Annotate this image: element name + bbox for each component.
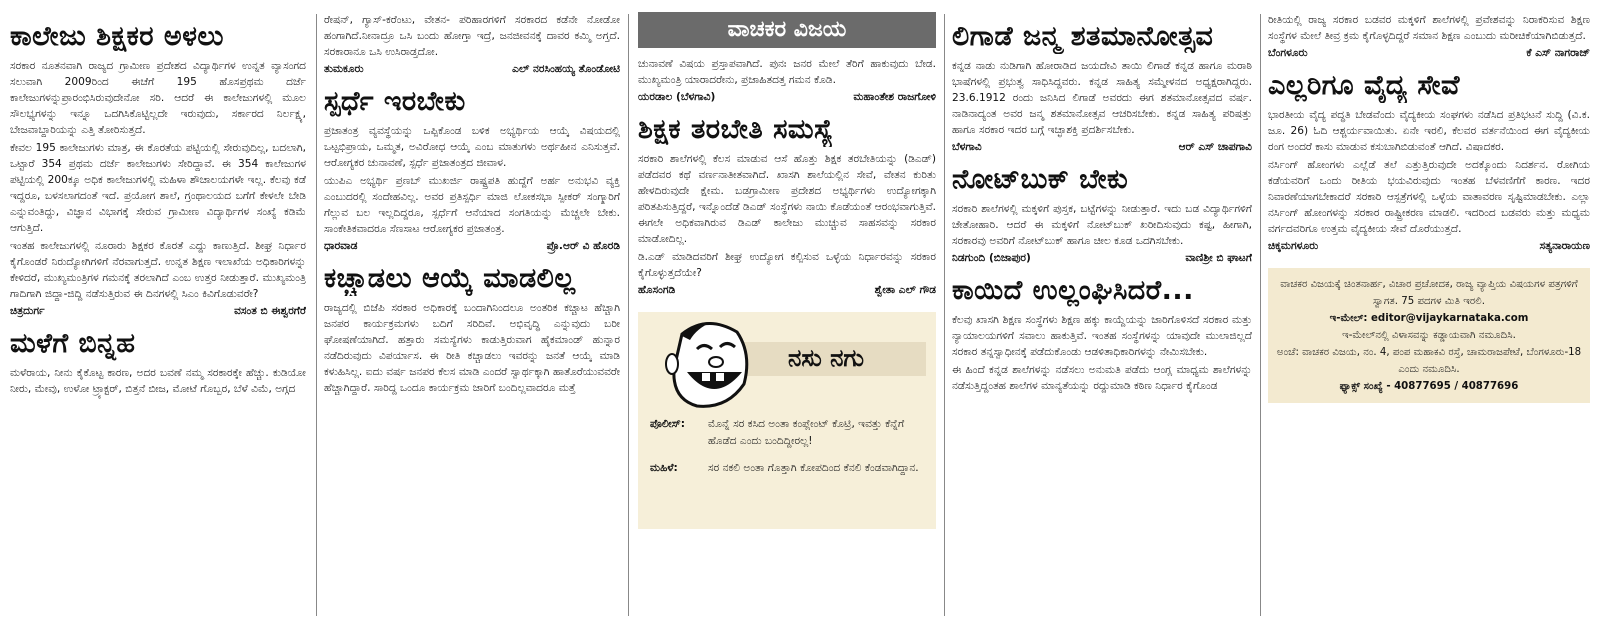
signature-place: ಯರಡಾಲ (ಬೆಳಗಾವಿ) xyxy=(638,91,716,103)
cartoon-dialogue xyxy=(650,416,926,487)
letter-signature xyxy=(638,90,936,105)
info-text: ಇ-ಮೇಲ್‌ನಲ್ಲಿ ವಿಳಾಸವನ್ನು ಕಡ್ಡಾಯವಾಗಿ ನಮೂದಿಸಿ. xyxy=(1342,330,1516,341)
signature-name: ಶ್ವೇತಾ ಎಲ್ ಗೌಡ xyxy=(874,284,936,296)
letter-paragraph: ಮಳೆರಾಯ, ನೀನು ಕೈಕೊಟ್ಟ ಕಾರಣ, ಅದರ ಬವಣೆ ನಮ್ಮ ಸರಕಾರಕ್ಕೇ ಹೆಚ್ಚು. ಕುಡಿಯೋ ನೀರು, ಮೇವು, ಉಳೋ ಟ್ರ್ಯಾಕ್ಟರ್, ಬಿತ್ತನೆ ಬೀಜ, ಮೋಟೆ ಗೊಬ್ಬರ, ಬೆಳೆ ವಿಮೆ, ಅಗ್ಗದ xyxy=(10,367,306,395)
signature-name: ಕೆ ಎಸ್ ನಾಗರಾಜ್ xyxy=(1526,47,1590,59)
letter-paragraph: ಯುಪಿಎ ಅಭ್ಯರ್ಥಿ ಪ್ರಣಬ್ ಮುಖರ್ಜಿ ರಾಷ್ಟ್ರಪತಿ ಹುದ್ದೆಗೆ ಅರ್ಹ ಅನುಭವಿ ವ್ಯಕ್ತಿ ಎಂಬುದರಲ್ಲಿ ಸಂದೇಹವಿಲ್ಲ. ಅವರ ಪ್ರತಿಸ್ಪರ್ಧಿ ಮಾಜಿ ಲೋಕಸಭಾ ಸ್ಪೀಕರ್ ಸಂಗ್ಮಾರಿಗೆ ಗೆಲ್ಲುವ ಬಲ ಇಲ್ಲದಿದ್ದರೂ, ಸ್ಪರ್ಧೆಗೆ ಆನೆಯಾದ ಸಂಗತಿಯನ್ನು ಮೆಚ್ಚಲೇ ಬೇಕು. ಸಾಂಕೇತಿಕವಾದರೂ ಸೆಣಸಾಟ ಆರೋಗ್ಯಕರ ಪ್ರಜಾತಂತ್ರ. xyxy=(324,175,620,235)
section-banner: ವಾಚಕರ ವಿಜಯ xyxy=(638,12,936,48)
signature-place: ನಿಡಗುಂದಿ (ಬಿಜಾಪುರ) xyxy=(952,252,1031,264)
headline-infighting: ಕಚ್ಚಾಡಲು ಆಯ್ಕೆ ಮಾಡಲಿಲ್ಲ xyxy=(324,263,576,294)
speaker-label: ಮಹಿಳೆ: xyxy=(650,462,678,474)
headline-notebook: ನೋಟ್‌ಬುಕ್ ಬೇಕು xyxy=(952,164,1129,195)
letter-signature xyxy=(1268,46,1590,61)
headline-law-violation: ಕಾಯಿದೆ ಉಲ್ಲಂಘಿಸಿದರೆ... xyxy=(952,275,1194,306)
signature-place: ತುಮಕೂರು xyxy=(324,63,364,75)
letter-signature xyxy=(10,304,306,319)
column-divider xyxy=(944,14,945,616)
letter-paragraph: ಭಾರತೀಯ ವೈದ್ಯ ಪದ್ಧತಿ ಬೇಡವೆಂದು ವೈದ್ಯಕೀಯ ಸಂಘಗಳು ನಡೆಸಿದ ಪ್ರತಿಭಟನೆ ಸುದ್ದಿ (ವಿ.ಕ. ಜೂ. 26) ಓದಿ ಆಶ್ಚರ್ಯವಾಯಿತು. ಏನೇ ಇರಲಿ, ಕೆಲವರ ವರ್ತನೆಯಿಂದ ಈಗ ವೈದ್ಯಕೀಯ ರಂಗ ಅಂದರೆ ಕಾಸು ಮಾಡುವ ಕಸುಬಾಗಿಬಿಡುವಂತೆ ಆಗಿದೆ. ವಿಷಾದಕರ. xyxy=(1268,109,1590,153)
letter-signature xyxy=(952,140,1252,155)
headline-medical-service: ಎಲ್ಲರಿಗೂ ವೈದ್ಯ ಸೇವೆ xyxy=(1268,70,1460,101)
laughing-face-icon xyxy=(652,314,762,414)
letter-paragraph: ನರ್ಸಿಂಗ್ ಹೋಂಗಳು ಎಲ್ಲೆಡೆ ತಲೆ ಎತ್ತುತ್ತಿರುವುದೇ ಅದಕ್ಕೊಂದು ನಿದರ್ಶನ. ರೋಗಿಯ ಕಡೆಯವರಿಗೆ ಒಂದು ರೀತಿಯ ಭಯವಿರುವುದು ಇಂತಹ ಬೆಳವಣಿಗೆಗೆ ಕಾರಣ. ಇದರ ನಿವಾರಣೆಯಾಗಬೇಕಾದರೆ ಸರಕಾರಿ ಆಸ್ಪತ್ರೆಗಳಲ್ಲಿ ಒಳ್ಳೆಯ ವಾತಾವರಣ ಸೃಷ್ಟಿಮಾಡಬೇಕು. ಎಲ್ಲಾ ನರ್ಸಿಂಗ್ ಹೋಂಗಳನ್ನು ಸರಕಾರ ರಾಷ್ಟ್ರೀಕರಣ ಮಾಡಲಿ. ಇದರಿಂದ ಬಡವರು ಮತ್ತು ಮಧ್ಯಮ ವರ್ಗದವರಿಗೂ ಉತ್ತಮ ವೈದ್ಯಕೀಯ ಸೇವೆ ದೊರೆಯುತ್ತದೆ. xyxy=(1268,159,1590,235)
letter-paragraph: ಡಿ.ಎಡ್ ಮಾಡಿದವರಿಗೆ ಶೀಘ್ರ ಉದ್ಯೋಗ ಕಲ್ಪಿಸುವ ಒಳ್ಳೆಯ ನಿರ್ಧಾರವನ್ನು ಸರಕಾರ ಕೈಗೊಳ್ಳುತ್ತದೆಯೇ? xyxy=(638,251,936,279)
letter-paragraph: ರೀತಿಯಲ್ಲಿ ರಾಜ್ಯ ಸರಕಾರ ಬಡವರ ಮಕ್ಕಳಿಗೆ ಶಾಲೆಗಳಲ್ಲಿ ಪ್ರವೇಶವನ್ನು ನಿರಾಕರಿಸುವ ಶಿಕ್ಷಣ ಸಂಸ್ಥೆಗಳ ಮೇಲೆ ತೀವ್ರ ಕ್ರಮ ಕೈಗೊಳ್ಳದಿದ್ದರೆ ಸಮಾನ ಶಿಕ್ಷಣ ಎಂಬುದು ಮರೀಚಿಕೆಯಾಗಿಬಿಡುತ್ತದೆ. xyxy=(1268,14,1590,42)
headline-ligade-centenary: ಲಿಗಾಡೆ ಜನ್ಮ ಶತಮಾನೋತ್ಸವ xyxy=(952,21,1214,52)
letter-paragraph: ಈ ಹಿಂದೆ ಕನ್ನಡ ಶಾಲೆಗಳನ್ನು ನಡೆಸಲು ಅನುಮತಿ ಪಡೆದು ಆಂಗ್ಲ ಮಾಧ್ಯಮ ಶಾಲೆಗಳನ್ನು ನಡೆಸುತ್ತಿದ್ದಂತಹ ಶಾಲೆಗಳ ಮಾನ್ಯತೆಯನ್ನು ರದ್ದುಮಾಡಿ ಕಠಿಣ ನಿರ್ಧಾರ ಕೈಗೊಂಡ xyxy=(952,364,1252,392)
letter-signature xyxy=(1268,239,1590,254)
column-divider xyxy=(1260,14,1261,616)
letter-paragraph: ಸರಕಾರಿ ಶಾಲೆಗಳಲ್ಲಿ ಮಕ್ಕಳಿಗೆ ಪುಸ್ತಕ, ಬಟ್ಟೆಗಳನ್ನು ನೀಡುತ್ತಾರೆ. ಇದು ಬಡ ವಿದ್ಯಾರ್ಥಿಗಳಿಗೆ ಚೇತೋಹಾರಿ. ಆದರೆ ಈ ಮಕ್ಕಳಿಗೆ ನೋಟ್‌ಬುಕ್ ಖರೀದಿಸುವುದು ಕಷ್ಟ, ಹೀಗಾಗಿ, ಸರಕಾರವು ಅವರಿಗೆ ನೋಟ್‌ಬುಕ್ ಹಾಗೂ ಚೀಲ ಕೂಡ ಒದಗಿಸಬೇಕು. xyxy=(952,203,1252,247)
letter-paragraph: ಕನ್ನಡ ನಾಡು ನುಡಿಗಾಗಿ ಹೋರಾಡಿದ ಜಯದೇವಿ ತಾಯಿ ಲಿಗಾಡೆ ಕನ್ನಡ ಹಾಗೂ ಮರಾಠಿ ಭಾಷೆಗಳಲ್ಲಿ ಪ್ರಭುತ್ವ ಸಾಧಿಸಿದ್ದವರು. ಕನ್ನಡ ಸಾಹಿತ್ಯ ಸಮ್ಮೇಳನದ ಅಧ್ಯಕ್ಷರಾಗಿದ್ದರು. 23.6.1912 ರಂದು ಜನಿಸಿದ ಲಿಗಾಡೆ ಅವರದು ಈಗ ಶತಮಾನೋತ್ಸವದ ವರ್ಷ. ನಾಡಿನಾದ್ಯಂತ ಅವರ ಜನ್ಮ ಶತಮಾನೋತ್ಸವ ಆಚರಿಸಬೇಕು. ಕನ್ನಡ ಸಾಹಿತ್ಯ ಪರಿಷತ್ತು ಹಾಗೂ ಸರಕಾರ ಇದರ ಬಗ್ಗೆ ಇಚ್ಛಾಶಕ್ತಿ ಪ್ರದರ್ಶಿಸಬೇಕು. xyxy=(952,60,1252,136)
letter-signature xyxy=(324,62,620,77)
letter-paragraph: ಸರಕಾರ ನೂತನವಾಗಿ ರಾಜ್ಯದ ಗ್ರಾಮೀಣ ಪ್ರದೇಶದ ವಿದ್ಯಾರ್ಥಿಗಳ ಉನ್ನತ ವ್ಯಾಸಂಗದ ಸಲುವಾಗಿ 2009ರಿಂದ ಈಚೆಗೆ 195 ಹೊಸಪ್ರಥಮ ದರ್ಜೆ ಕಾಲೇಜುಗಳನ್ನುಪ್ರಾರಂಭಿಸಿರುವುದೇನೋ ಸರಿ. ಆದರೆ ಈ ಕಾಲೇಜುಗಳಲ್ಲಿ ಮೂಲ ಸೌಲಭ್ಯಗಳನ್ನು ಇನ್ನೂ ಒದಗಿಸಿಕೊಟ್ಟಿಲ್ಲದೇ ಇರುವುದು, ಸರ್ಕಾರದ ನಿರ್ಲಕ್ಷ್ಯ, ಬೇಜವಾಬ್ದಾರಿಯನ್ನು ಎತ್ತಿ ತೋರಿಸುತ್ತದೆ. xyxy=(10,60,306,136)
signature-place: ಧಾರವಾಡ xyxy=(324,240,358,252)
letter-paragraph: ಚುನಾವಣೆ ವಿಷಯ ಪ್ರಸ್ತಾಪವಾಗಿದೆ. ಪುನಃ ಜನರ ಮೇಲೆ ತೆರಿಗೆ ಹಾಕುವುದು ಬೇಡ. ಮುಖ್ಯಮಂತ್ರಿ ಯಾರಾದರೇನು, ಪ್ರಜಾಹಿತದತ್ತ ಗಮನ ಕೊಡಿ. xyxy=(638,58,936,86)
column-3 xyxy=(638,12,936,620)
fax-number: ಫ್ಯಾಕ್ಸ್ ಸಂಖ್ಯೆ - 40877695 / 40877696 xyxy=(1339,381,1519,392)
signature-place: ಬೆಂಗಳೂರು xyxy=(1268,47,1308,59)
signature-name: ವಾಣಿಶ್ರೀ ಬಿ ಘಾಟಗೆ xyxy=(1185,252,1252,264)
column-divider xyxy=(628,14,629,616)
signature-place: ಚಿತ್ರದುರ್ಗ xyxy=(10,305,45,317)
headline-teacher-training: ಶಿಕ್ಷಕ ತರಬೇತಿ ಸಮಸ್ಯೆ xyxy=(638,114,834,145)
signature-place: ಬೆಳಗಾವಿ xyxy=(952,141,982,153)
letter-paragraph: ಪ್ರಜಾತಂತ್ರ ವ್ಯವಸ್ಥೆಯನ್ನು ಒಪ್ಪಿಕೊಂಡ ಬಳಿಕ ಅಭ್ಯರ್ಥಿಯ ಆಯ್ಕೆ ವಿಷಯದಲ್ಲಿ ಒಟ್ಟಭಿಪ್ರಾಯ, ಒಮ್ಮತ, ಅವಿರೋಧ ಆಯ್ಕೆ ಎಂಬ ಮಾತುಗಳು ಅರ್ಥಹೀನ ಎನಿಸುತ್ತವೆ. ಆರೋಗ್ಯಕರ ಚುನಾವಣೆ, ಸ್ಪರ್ಧೆ ಪ್ರಜಾತಂತ್ರದ ಜೀವಾಳ. xyxy=(324,125,620,169)
column-4 xyxy=(952,12,1252,620)
signature-name: ಎಲ್ ನರಸಿಂಹಯ್ಯ ತೊಂಡೋಟಿ xyxy=(512,63,620,75)
signature-name: ವಸಂತ ಬಿ ಈಶ್ವರಗೆರೆ xyxy=(234,305,306,317)
email-address: ಇ-ಮೇಲ್: editor@vijaykarnataka.com xyxy=(1329,313,1529,324)
info-text: ವಾಚಕರ ವಿಜಯಕ್ಕೆ ಚಿಂತನಾರ್ಹ, ವಿಚಾರ ಪ್ರಚೋದಕ, ರಾಜ್ಯ ವ್ಯಾಪ್ತಿಯ ವಿಷಯಗಳ ಪತ್ರಗಳಿಗೆ ಸ್ವಾಗತ. 75 ಪದಗಳ ಮಿತಿ ಇರಲಿ. xyxy=(1280,279,1578,307)
signature-name: ಸತ್ಯನಾರಾಯಣ xyxy=(1539,240,1590,252)
cartoon-title: ನಸು ನಗು xyxy=(788,344,865,372)
signature-place: ಚಿಕ್ಕಮಗಳೂರು xyxy=(1268,240,1319,252)
postal-address: ಅಂಚೆ: ವಾಚಕರ ವಿಜಯ, ನಂ. 4, ಪಂಪ ಮಹಾಕವಿ ರಸ್ತೆ, ಚಾಮರಾಜಪೇಟೆ, ಬೆಂಗಳೂರು-18 ಎಂದು ನಮೂದಿಸಿ. xyxy=(1276,347,1582,375)
letter-signature xyxy=(952,251,1252,266)
column-5 xyxy=(1268,12,1590,620)
letter-signature xyxy=(638,283,936,298)
letter-paragraph: ಕೆಲವು ಖಾಸಗಿ ಶಿಕ್ಷಣ ಸಂಸ್ಥೆಗಳು ಶಿಕ್ಷಣ ಹಕ್ಕು ಕಾಯ್ದೆಯನ್ನು ಜಾರಿಗೊಳಿಸದೆ ಸರಕಾರ ಮತ್ತು ನ್ಯಾಯಾಲಯಗಳಿಗೆ ಸವಾಲು ಹಾಕುತ್ತಿವೆ. ಇಂತಹ ಸಂಸ್ಥೆಗಳನ್ನು ಯಾವುದೇ ಮುಲಾಜಿಲ್ಲದೆ ಸರಕಾರ ತನ್ನಸ್ವಾಧೀನಕ್ಕೆ ಪಡೆದುಕೊಂಡು ಆಡಳಿತಾಧಿಕಾರಿಗಳನ್ನು ನೇಮಿಸಬೇಕು. xyxy=(952,314,1252,358)
headline-competition: ಸ್ಪರ್ಧೆ ಇರಬೇಕು xyxy=(324,86,466,117)
submission-info-box xyxy=(1268,268,1590,403)
letter-paragraph: ರೇಷನ್, ಗ್ಯಾಸ್-ಕರೆಂಟು, ವೇತನ- ಪರಿಹಾರಗಳಿಗೆ ಸರಕಾರದ ಕಡೆನೇ ನೋಡೋ ಹಂಗಾಗಿದೆ.ನೀನಾದ್ರೂ ಒಸಿ ಬಂದು ಹೋಗ್ತಾ ಇದ್ರೆ, ಜನಜೀವನಕ್ಕೆ ದಾವರ ಕಮ್ಮಿ ಅಗ್ತದೆ. ಸರಕಾರಾನೂ ಒಸಿ ಉಸಿರಾಡ್ತದೋ. xyxy=(324,14,620,58)
letter-paragraph: ಸರಕಾರಿ ಶಾಲೆಗಳಲ್ಲಿ ಕೆಲಸ ಮಾಡುವ ಆಸೆ ಹೊತ್ತು ಶಿಕ್ಷಕ ತರಬೇತಿಯನ್ನು (ಡಿಎಡ್) ಪಡೆದವರ ಕಥೆ ವರ್ಣನಾತೀತವಾಗಿದೆ. ಖಾಸಗಿ ಶಾಲೆಯಲ್ಲಿನ ಸೇವೆ, ವೇತನ ಕುರಿತು ಹೇಳದಿರುವುದೇ ಕ್ಷೇಮ. ಬಡಗ್ರಾಮೀಣ ಪ್ರದೇಶದ ಅಭ್ಯರ್ಥಿಗಳು ಉದ್ಯೋಗಕ್ಕಾಗಿ ಪರಿತಪಿಸುತ್ತಿದ್ದರೆ, ಇನ್ನೊಂದೆಡೆ ಡಿಎಡ್ ಸಂಸ್ಥೆಗಳು ನಾಯಿ ಕೊಡೆಯಂತೆ ಆರಂಭವಾಗುತ್ತಿವೆ. ಈಗಲೇ ಅಧಿಕವಾಗಿರುವ ಡಿಎಡ್ ಕಾಲೇಜು ಮುಚ್ಚುವ ಸಾಹಸವನ್ನು ಸರಕಾರ ಮಾಡೋದಿಲ್ಲ. xyxy=(638,153,936,245)
letter-paragraph: ರಾಜ್ಯದಲ್ಲಿ ಬಿಜೆಪಿ ಸರಕಾರ ಅಧಿಕಾರಕ್ಕೆ ಬಂದಾಗಿನಿಂದಲೂ ಅಂತರಿಕ ಕಚ್ಚಾಟ ಹೆಚ್ಚಾಗಿ ಜನಪರ ಕಾರ್ಯಕ್ರಮಗಳು ಬದಿಗೆ ಸರಿದಿವೆ. ಅಭಿವೃದ್ಧಿ ಎನ್ನುವುದು ಬರೀ ಘೋಷಣೆಯಾಗಿದೆ. ಹತ್ತಾರು ಸಮಸ್ಯೆಗಳು ಕಾಡುತ್ತಿರುವಾಗ ಹೈಕಮಾಂಡ್ ಹುನ್ನಾರ ನಡೆದಿರುವುದು ವಿಪರ್ಯಾಸ. ಈ ರೀತಿ ಕಚ್ಚಾಡಲು ಇವರನ್ನು ಜನತೆ ಆಯ್ಕೆ ಮಾಡಿ ಕಳುಹಿಸಿಲ್ಲ. ಐದು ವರ್ಷ ಜನಪರ ಕೆಲಸ ಮಾಡಿ ಎಂದರೆ ಸ್ವಾರ್ಥಕ್ಕಾಗಿ ಹಾತೊರೆಯುವವರೇ ಹೆಚ್ಚಾಗಿದ್ದಾರೆ. ಸಾರಿದ್ದ ಒಂದೂ ಕಾರ್ಯಕ್ರಮ ಜಾರಿಗೆ ಬಂದಿಲ್ಲವಾದರೂ ಮತ್ತೆ xyxy=(324,302,620,394)
headline-college-teachers: ಕಾಲೇಜು ಶಿಕ್ಷಕರ ಅಳಲು xyxy=(10,21,224,52)
signature-name: ಮಹಾಂತೇಶ ರಾಜಗೋಳಿ xyxy=(853,91,936,103)
speaker-label: ಪೊಲೀಸ್: xyxy=(650,418,685,430)
column-2 xyxy=(324,12,620,620)
letter-paragraph: ಕೇವಲ 195 ಕಾಲೇಜುಗಳು ಮಾತ್ರ, ಈ ಕೊರತೆಯ ಪಟ್ಟಿಯಲ್ಲಿ ಸೇರುವುದಿಲ್ಲ, ಬದಲಾಗಿ, ಒಟ್ಟಾರೆ 354 ಪ್ರಥಮ ದರ್ಜೆ ಕಾಲೇಜುಗಳು ಸೇರಿದ್ದಾವೆ. ಈ 354 ಕಾಲೇಜುಗಳ ಪಟ್ಟಿಯಲ್ಲಿ 200ಕ್ಕೂ ಅಧಿಕ ಕಾಲೇಜುಗಳಲ್ಲಿ ಮಹಿಳಾ ಶೌಚಾಲಯಗಳೇ ಇಲ್ಲ. ಕೆಲವು ಕಡೆ ಇದ್ದರೂ, ಬಳಸಲಾಗದಂತೆ ಇದೆ. ಪ್ರಯೋಗ ಶಾಲೆ, ಗ್ರಂಥಾಲಯದ ಬಗೆಗೆ ಕೇಳಲೇ ಬೇಡಿ ಎನ್ನುವಂತಿದ್ದು, ವಿಜ್ಞಾನ ವಿಭಾಗಕ್ಕೆ ಸೇರುವ ಗ್ರಾಮೀಣ ವಿದ್ಯಾರ್ಥಿಗಳ ಸಂಖ್ಯೆ ಕಡಿಮೆ ಆಗುತ್ತಿದೆ. xyxy=(10,142,306,234)
column-1 xyxy=(10,12,306,620)
letter-paragraph: ಇಂತಹ ಕಾಲೇಜುಗಳಲ್ಲಿ ನೂರಾರು ಶಿಕ್ಷಕರ ಕೊರತೆ ಎದ್ದು ಕಾಣುತ್ತಿದೆ. ಶೀಘ್ರ ನಿರ್ಧಾರ ಕೈಗೊಂಡರೆ ನಿರುದ್ಯೋಗಿಗಳಿಗೆ ನೆರವಾಗುತ್ತದೆ. ಉನ್ನತ ಶಿಕ್ಷಣ ಇಲಾಖೆಯ ಅಧಿಕಾರಿಗಳನ್ನು ಕೇಳಿದರೆ, ಮುಖ್ಯಮಂತ್ರಿಗಳ ಗಮನಕ್ಕೆ ತರಲಾಗಿದೆ ಎಂಬ ಉತ್ತರ ನೀಡುತ್ತಾರೆ. ಮುಖ್ಯಮಂತ್ರಿ ಗಾದಿಗಾಗಿ ಜಿದ್ದಾ-ಜಿದ್ದಿ ನಡೆಸುತ್ತಿರುವ ಈ ದಿನಗಳಲ್ಲಿ ಸಿಎಂ ಕಿವಿಗೊಡುವರೇ? xyxy=(10,240,306,300)
signature-name: ಪ್ರೊ.ಆರ್ ವಿ ಹೊರಡಿ xyxy=(546,240,620,252)
column-divider xyxy=(316,14,317,616)
dialogue-line: ಸರ ನಕಲಿ ಅಂತಾ ಗೊತ್ತಾಗಿ ಕೋಪದಿಂದ ಕೆನಲಿ ಕೆಂಡವಾಗಿದ್ದಾನ. xyxy=(708,462,919,474)
signature-name: ಆರ್ ಎಸ್ ಚಾಪಗಾವಿ xyxy=(1178,141,1252,153)
cartoon-box xyxy=(638,312,936,529)
dialogue-line: ಮೊನ್ನೆ ಸರ ಕಸಿದ ಅಂತಾ ಕಂಪ್ಲೇಂಟ್ ಕೊಟ್ರಿ, ಇವತ್ತು ಕೆನ್ನೆಗೆ ಹೊಡೆದ ಎಂದು ಬಂದಿದ್ದೀರಲ್ಲ! xyxy=(708,418,905,447)
headline-rain-plea: ಮಳೆಗೆ ಬಿನ್ನಹ xyxy=(10,328,136,359)
letter-signature xyxy=(324,239,620,254)
signature-place: ಹೊಸಂಗಡಿ xyxy=(638,284,676,296)
